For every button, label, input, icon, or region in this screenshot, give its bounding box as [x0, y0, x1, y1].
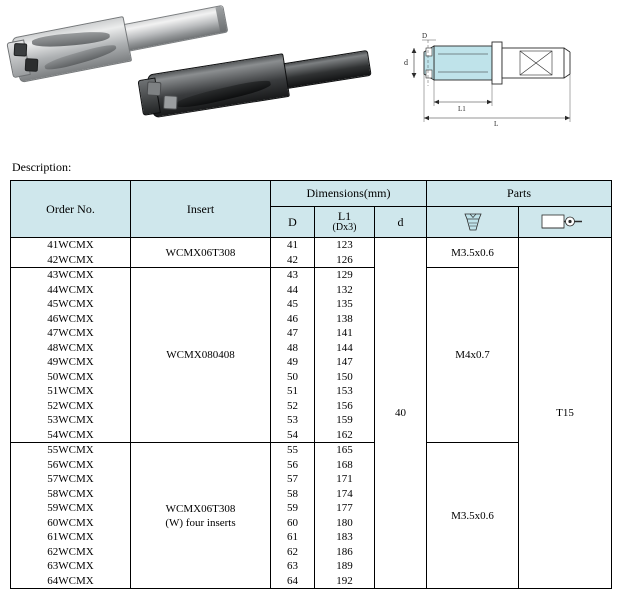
cell-D-values: [271, 443, 315, 589]
drill-flute: [176, 77, 272, 110]
order-no: 62WCMX: [47, 545, 94, 558]
l1-value: 144: [336, 341, 353, 354]
order-no: 45WCMX: [47, 298, 94, 311]
l1-value: 156: [336, 399, 353, 412]
order-no: 58WCMX: [47, 487, 94, 500]
insert-name: WCMX06T308: [165, 502, 236, 515]
l1-value: 135: [336, 298, 353, 311]
d-value: 63: [287, 560, 298, 573]
drawing-label-L: L: [494, 120, 499, 128]
order-no: 64WCMX: [47, 574, 94, 587]
order-no: 53WCMX: [47, 414, 94, 427]
drill-flute: [43, 42, 117, 73]
d-value: 41: [287, 239, 298, 251]
table-header-row-1: [11, 181, 612, 207]
product-photos: [0, 0, 380, 140]
order-no: 41WCMX: [47, 239, 94, 251]
l1-value: 132: [336, 283, 353, 296]
d-value: 51: [287, 385, 298, 398]
cell-wrench-spec: T15: [519, 238, 612, 589]
l1-value: 150: [336, 370, 353, 383]
cell-screw-spec: M4x0.7: [427, 268, 519, 443]
header-wrench-icon-cell: [519, 207, 612, 238]
header-col-L1-main: L1: [337, 209, 352, 224]
cell-screw-spec: M3.5x0.6: [427, 443, 519, 589]
order-no: 49WCMX: [47, 356, 94, 369]
header-col-d: d: [375, 207, 427, 238]
l1-value: 138: [336, 312, 353, 325]
cell-D-values: [271, 238, 315, 268]
description-label: Description:: [12, 160, 72, 174]
l1-value: 183: [336, 531, 353, 544]
drill-shank: [277, 50, 372, 90]
l1-value: 177: [336, 502, 353, 515]
header-col-L1-sub: (Dx3): [332, 222, 357, 234]
d-value: 43: [287, 269, 298, 282]
l1-value: 189: [336, 560, 353, 573]
d-value: 54: [287, 428, 298, 441]
header-screw-icon-cell: [427, 207, 519, 238]
product-photo-band: [0, 0, 621, 148]
l1-value: 186: [336, 545, 353, 558]
header-col-D: D: [271, 207, 315, 238]
order-no: 47WCMX: [47, 327, 94, 340]
order-no: 63WCMX: [47, 560, 94, 573]
l1-value: 159: [336, 414, 353, 427]
d-value: 58: [287, 487, 298, 500]
order-no: 48WCMX: [47, 341, 94, 354]
d-value: 61: [287, 531, 298, 544]
order-no: 52WCMX: [47, 399, 94, 412]
header-parts: Parts: [427, 181, 612, 207]
order-no: 59WCMX: [47, 502, 94, 515]
d-value: 59: [287, 502, 298, 515]
l1-value: 174: [336, 487, 353, 500]
header-insert: Insert: [131, 181, 271, 238]
l1-value: 171: [336, 473, 353, 486]
order-no: 43WCMX: [47, 269, 94, 282]
header-order-no: Order No.: [11, 181, 131, 238]
d-value: 42: [287, 253, 298, 266]
l1-value: 192: [336, 574, 353, 587]
l1-value: 153: [336, 385, 353, 398]
table-row: [11, 238, 612, 268]
specification-table-wrap: [10, 180, 611, 589]
cell-L1-values: [315, 443, 375, 589]
d-value: 47: [287, 327, 298, 340]
l1-value: 180: [336, 516, 353, 529]
order-no: 60WCMX: [47, 516, 94, 529]
drawing-label-D: D: [422, 32, 428, 40]
l1-value: 129: [336, 269, 353, 282]
d-value: 64: [287, 574, 298, 587]
order-no: 61WCMX: [47, 531, 94, 544]
order-no: 55WCMX: [47, 444, 94, 457]
specification-table: [10, 180, 612, 589]
d-value: 46: [287, 312, 298, 325]
l1-value: 141: [336, 327, 353, 340]
insert-note: (W) four inserts: [165, 516, 236, 529]
order-no: 51WCMX: [47, 385, 94, 398]
cell-insert: [131, 443, 271, 589]
cell-order-numbers: [11, 268, 131, 443]
cell-order-numbers: [11, 443, 131, 589]
l1-value: 162: [336, 428, 353, 441]
d-value: 53: [287, 414, 298, 427]
order-no: 50WCMX: [47, 370, 94, 383]
carbide-insert: [147, 81, 162, 96]
l1-value: 147: [336, 356, 353, 369]
carbide-insert: [14, 43, 28, 57]
cell-L1-values: [315, 238, 375, 268]
drawing-label-d: d: [404, 58, 408, 67]
order-no: 44WCMX: [47, 283, 94, 296]
technical-drawing: [392, 18, 607, 128]
l1-value: 165: [336, 444, 353, 457]
screw-icon: [453, 211, 493, 233]
order-no: 57WCMX: [47, 473, 94, 486]
order-no: 54WCMX: [47, 428, 94, 441]
wrench-icon: [538, 211, 592, 233]
drawing-label-L1: L1: [458, 105, 466, 113]
cell-insert: WCMX06T308: [131, 238, 271, 268]
d-value: 48: [287, 341, 298, 354]
d-value: 56: [287, 458, 298, 471]
order-no: 46WCMX: [47, 312, 94, 325]
carbide-insert: [163, 95, 178, 110]
d-value: 52: [287, 399, 298, 412]
drill-shank: [113, 5, 228, 54]
l1-value: 123: [336, 239, 353, 251]
header-dimensions: Dimensions(mm): [271, 181, 427, 207]
d-value: 49: [287, 356, 298, 369]
order-no: 56WCMX: [47, 458, 94, 471]
d-value: 57: [287, 473, 298, 486]
cell-order-numbers: [11, 238, 131, 268]
cell-insert: WCMX080408: [131, 268, 271, 443]
d-value: 44: [287, 283, 298, 296]
d-value: 55: [287, 444, 298, 457]
cell-screw-spec: M3.5x0.6: [427, 238, 519, 268]
l1-value: 168: [336, 458, 353, 471]
cell-L1-values: [315, 268, 375, 443]
d-value: 60: [287, 516, 298, 529]
header-col-L1: [315, 207, 375, 238]
order-no: 42WCMX: [47, 253, 94, 266]
d-value: 62: [287, 545, 298, 558]
d-value: 50: [287, 370, 298, 383]
l1-value: 126: [336, 253, 353, 266]
cell-small-d: 40: [375, 238, 427, 589]
cell-D-values: [271, 268, 315, 443]
d-value: 45: [287, 298, 298, 311]
carbide-insert: [25, 58, 39, 72]
